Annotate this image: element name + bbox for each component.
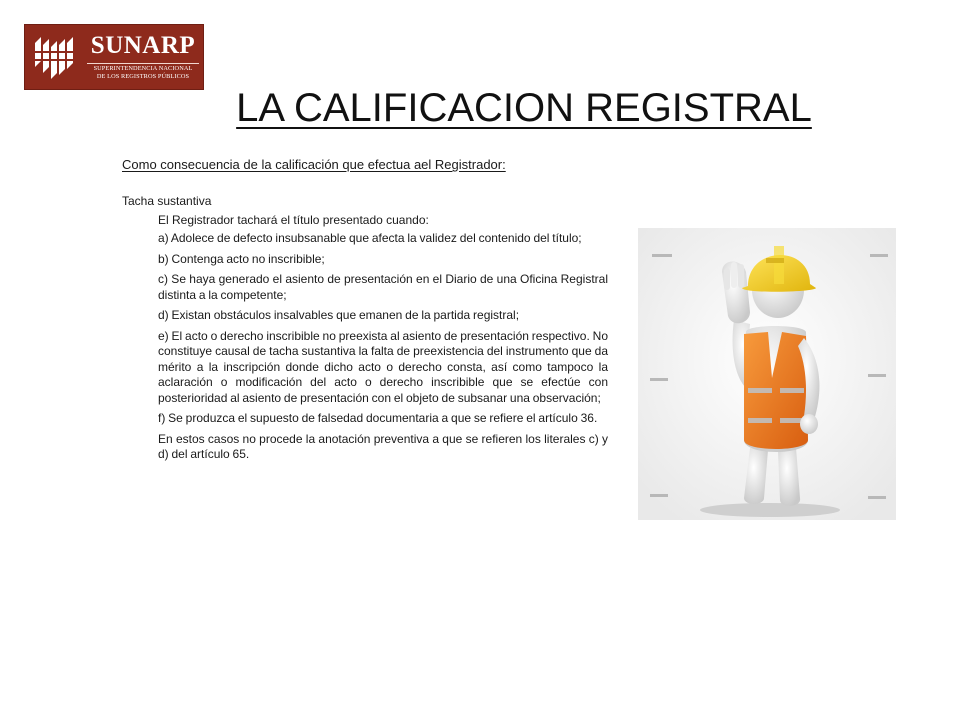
- list-item: b) Contenga acto no inscribible;: [158, 251, 325, 266]
- logo-subtitle-line2: DE LOS REGISTROS PÚBLICOS: [96, 73, 190, 80]
- list-item: f) Se produzca el supuesto de falsedad documentaria a que se refiere el artículo 36.: [158, 411, 598, 425]
- list-item: En estos casos no procede la anotación preventiva a que se refieren los literales c) y d) del artículo 65.: [158, 431, 608, 461]
- construction-worker-illustration: [638, 228, 896, 520]
- logo-subtitle-line1: SUPERINTENDENCIA NACIONAL: [93, 65, 193, 72]
- logo-subtitle: [85, 65, 201, 81]
- logo-divider: [87, 63, 199, 64]
- sunarp-logo: [24, 24, 204, 90]
- intro-text: Como consecuencia de la calificación que efectua ael Registrador:: [122, 157, 506, 172]
- sunarp-emblem-icon: [31, 31, 81, 85]
- list-item: c) Se haya generado el asiento de presentación en el Diario de una Oficina Registral distinta a la competente;: [158, 272, 608, 302]
- list-item: e) El acto o derecho inscribible no preexista al asiento de presentación respectivo. No constituye causal de tacha sustantiva la falta de preexistencia del instrumento que da mérito a la inscripción donde dicho acto o derecho consta, así como tampoco la aclaración o modificación del acto o derecho inscribible que se efectúe con posterioridad al asiento de presentación con el objeto de subsanar una observación;: [158, 328, 608, 405]
- section-label: Tacha sustantiva: [122, 194, 212, 208]
- construction-worker-stop-icon: [638, 228, 896, 520]
- slide-title: LA CALIFICACION REGISTRAL: [236, 86, 812, 130]
- logo-name: SUNARP: [90, 32, 196, 59]
- tacha-items-list: [158, 231, 608, 468]
- list-item: a) Adolece de defecto insubsanable que afecta la validez del contenido del título;: [158, 231, 582, 245]
- lead-text: El Registrador tachará el título presentado cuando:: [158, 213, 429, 227]
- list-item: d) Existan obstáculos insalvables que emanen de la partida registral;: [158, 308, 520, 322]
